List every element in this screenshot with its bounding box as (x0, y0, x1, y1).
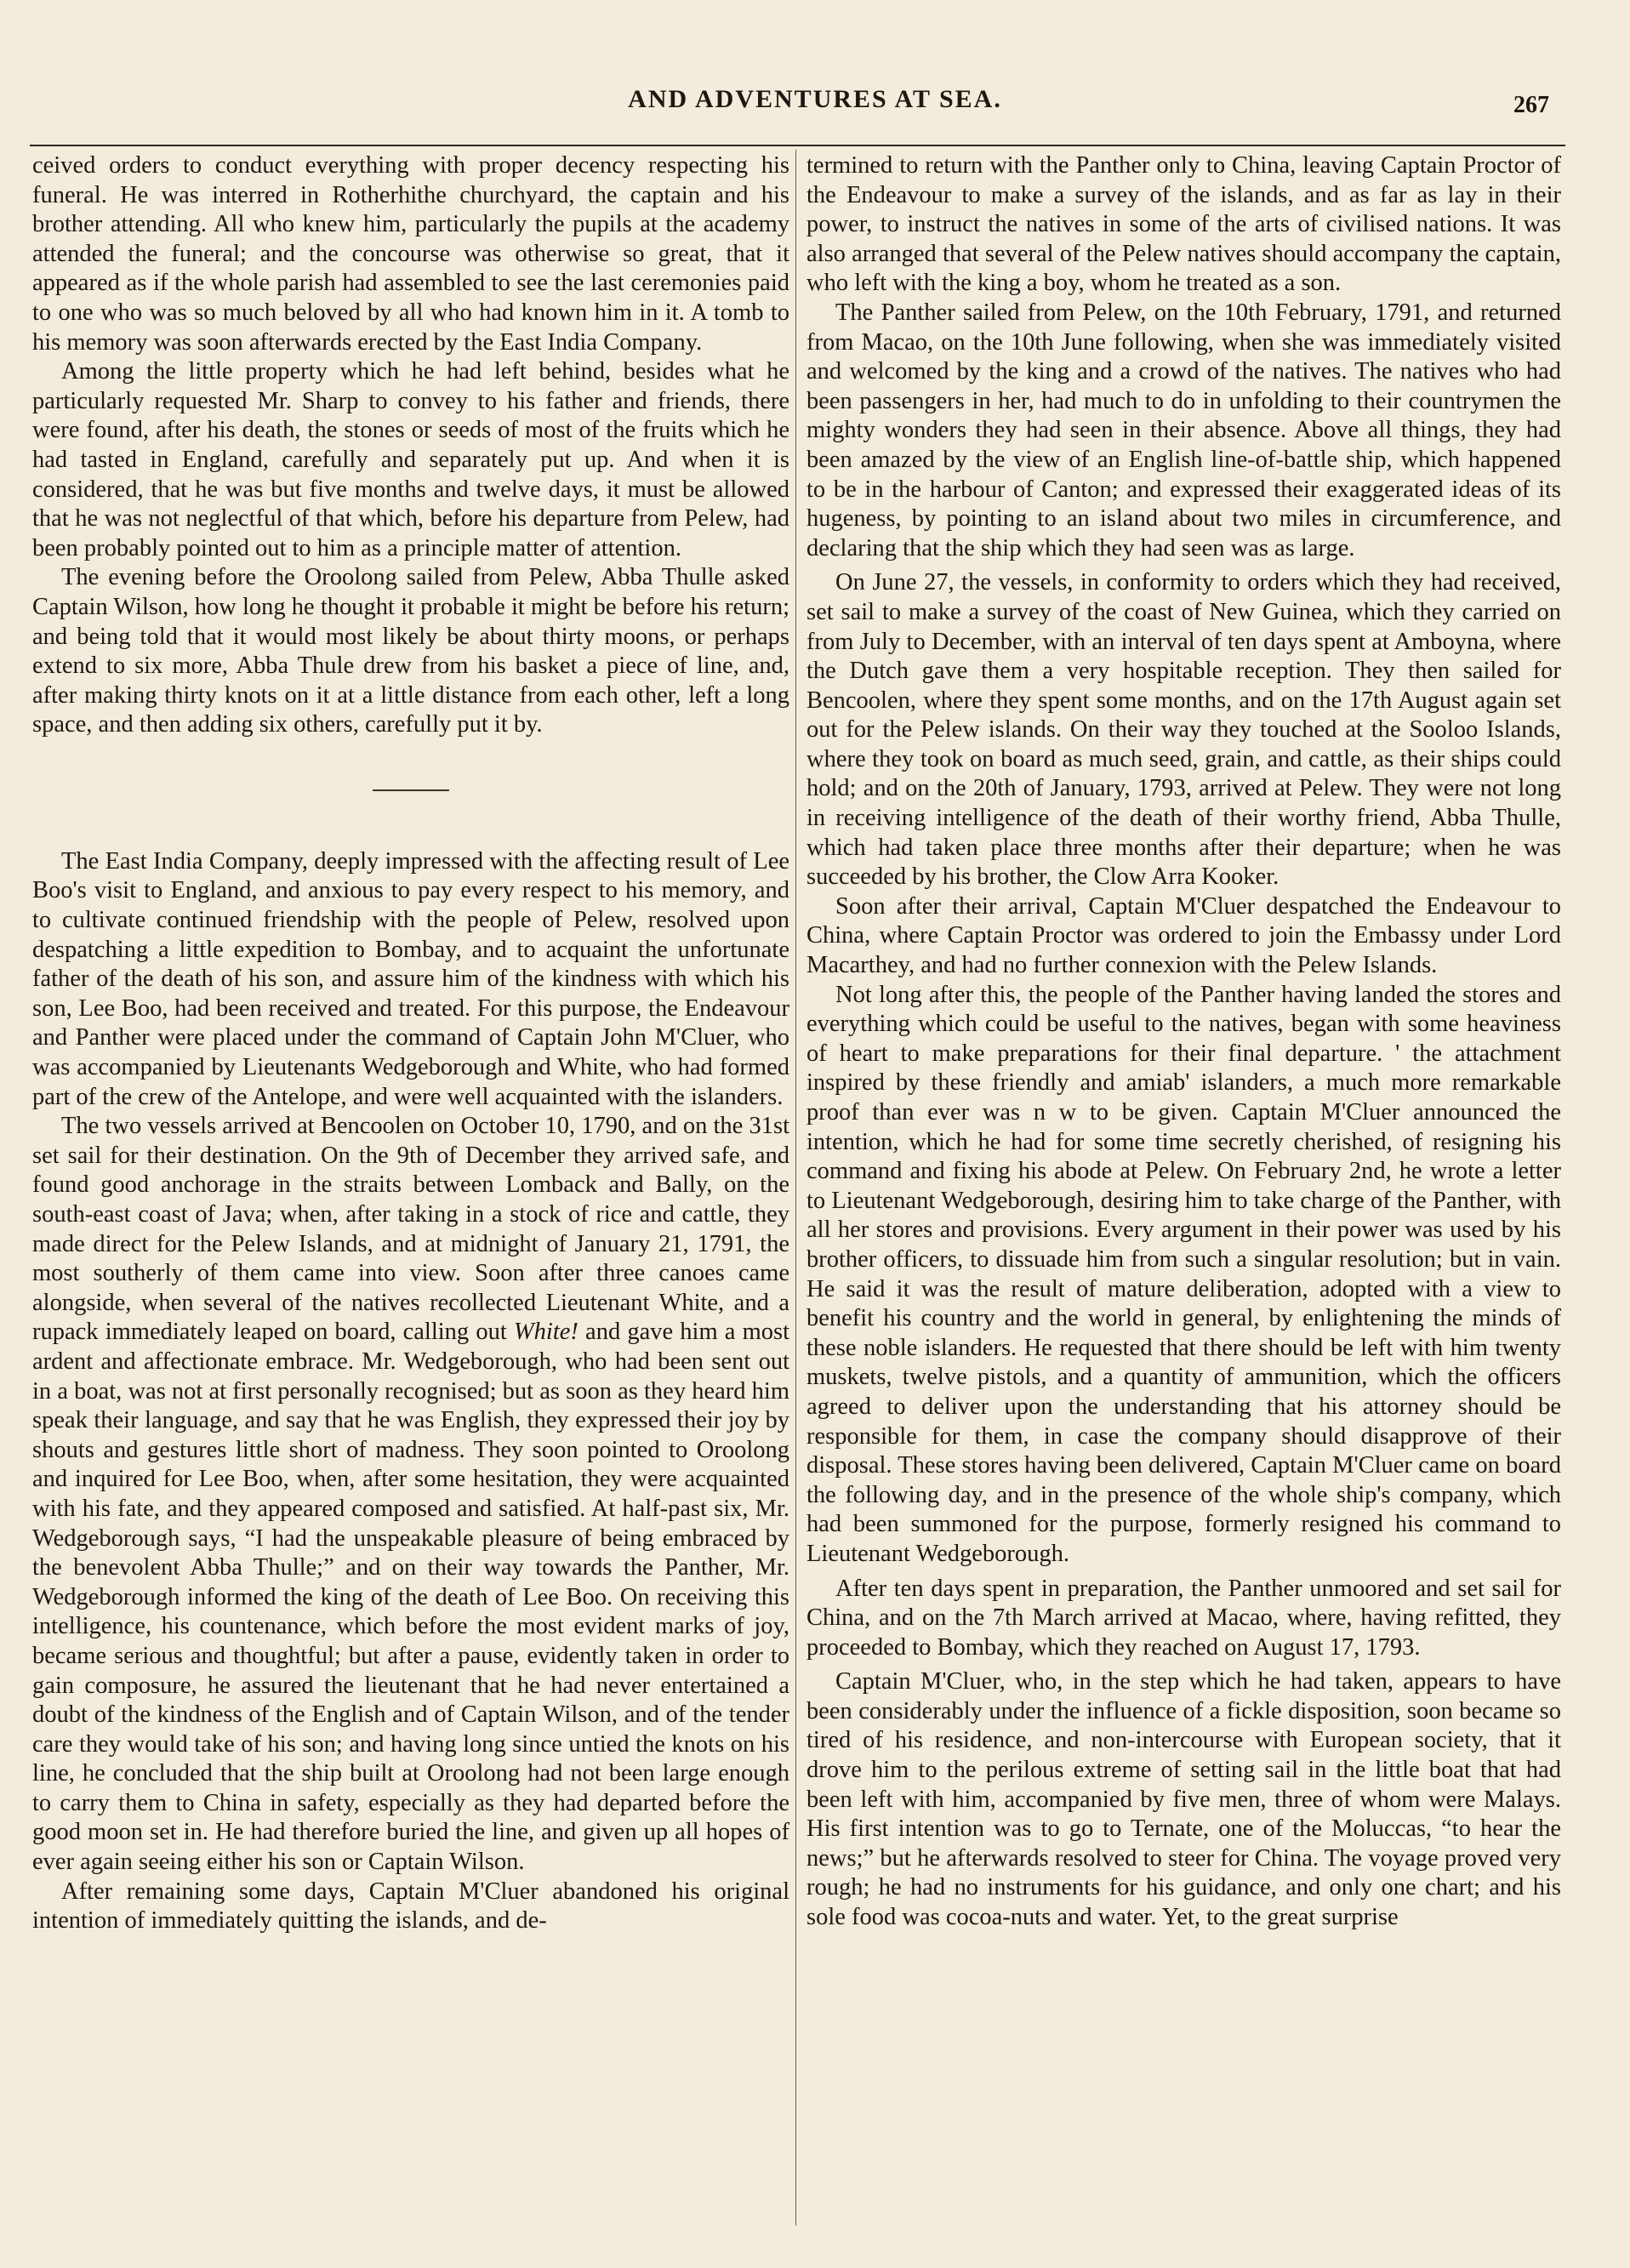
arrival-text-end: and gave him a most ardent and affectionate embrace. Mr. Wedgeborough, who had been sent out in a boat, was not at first personally recognised; but as soon as they heard him speak their language, and say that he was English, they expressed their joy by shouts and gestures little short of madness. They soon pointed to Oroolong and inquired for Lee Boo, when, after some hesitation, they were acquainted with his fate, and they appeared composed and satisfied. At half-past six, Mr. Wedgeborough says, “I had the unspeakable pleasure of being embraced by the benevolent Abba Thulle;” and on their way towards the Panther, Mr. Wedgeborough informed the king of the death of Lee Boo. On receiving this intelligence, his countenance, which before the most evident marks of joy, became serious and thoughtful; but after a pause, evidently taken in order to gain composure, he assured the lieutenant that he had never entertained a doubt of the kindness of the English and of Captain Wilson, and of the tender care they would take of his son; and having long since untied the knots on his line, he concluded that the ship built at Oroolong had not been large enough to carry them to China in safety, especially as they had departed before the good moon set in. He had therefore buried the line, and given up all hopes of ever again seeing either his son or Captain Wilson. (32, 1319, 790, 1876)
paragraph-panther-to-bombay: After ten days spent in preparation, the Panther unmoored and set sail for China, and on the 7th March arrived at Macao, where, having refitted, they proceeded to Bombay, which they reached on August 17, 1793. (806, 1575, 1561, 1661)
paragraph-endeavour-despatched: Soon after their arrival, Captain M'Cluer despatched the Endeavour to China, where Captain Proctor was ordered to join the Embassy under Lord Macarthey, and had no further connexion with the Pelew Islands. (806, 892, 1561, 979)
left-column (32, 151, 789, 1936)
paragraph-remaining-days: After remaining some days, Captain M'Cluer abandoned his original intention of immediately quitting the islands, and de- (32, 1878, 789, 1935)
right-column (806, 151, 1561, 1933)
paragraph-arrival-pelew (32, 1112, 789, 1877)
page-number: 267 (1513, 92, 1549, 118)
running-title: AND ADVENTURES AT SEA. (628, 85, 1002, 113)
paragraph-funeral: ceived orders to conduct everything with proper decency respecting his funeral. He was interred in Rotherhithe churchyard, the captain and his brother attending. All who knew him, particularly the pupils at the academy attended the funeral; and the concourse was otherwise so great, that it appeared as if the whole parish had assembled to see the last ceremonies paid to one who was so much beloved by all who had known him in it. A tomb to his memory was soon afterwards erected by the East India Company. (32, 152, 789, 356)
exclamation-white: White! (513, 1319, 578, 1346)
paragraph-mcluer-voyage: Captain M'Cluer, who, in the step which he had taken, appears to have been considerably under the influence of a fickle disposition, soon became so tired of his residence, and non-intercourse with European society, that it drove him to the perilous extreme of setting sail in the little boat that had been left with him, accompanied by five men, three of whom were Malays. His first intention was to go to Ternate, one of the Moluccas, “to hear the news;” but he afterwards resolved to steer for China. The voyage proved very rough; he had no instruments for his guidance, and only one chart; and his sole food was cocoa-nuts and water. Yet, to the great surprise (806, 1668, 1561, 1931)
paragraph-knotted-line: The evening before the Oroolong sailed from Pelew, Abba Thulle asked Captain Wilson, how long he thought it probable it might be before his return; and being told that it would most likely be about thirty moons, or perhaps extend to six more, Abba Thule drew from his basket a piece of line, and, after making thirty knots on it at a little distance from each other, left a long space, and then adding six others, carefully put it by. (32, 564, 789, 738)
arrival-text-start: The two vessels arrived at Bencoolen on October 10, 1790, and on the 31st set sail for their destination. On the 9th of December they arrived safe, and found good anchorage in the straits between Lomback and Bally, on the south-east coast of Java; when, after taking in a stock of rice and cattle, they made direct for the Pelew Islands, and at midnight of January 21, 1791, the most southerly of them came into view. Soon after three canoes came alongside, when several of the natives recollected Lieutenant White, and a rupack immediately leaped on board, calling out (32, 1113, 789, 1346)
running-head (0, 82, 1630, 116)
section-break-rule (373, 789, 449, 791)
paragraph-property: Among the little property which he had left behind, besides what he particularly requested Mr. Sharp to convey to his father and friends, there were found, after his death, the stones or seeds of most of the fruits which he had tasted in England, carefully and separately put up. And when it is considered, that he was but five months and twelve days, it must be allowed that he was not neglectful of that which, before his departure from Pelew, had been probably pointed out to him as a principle matter of attention. (32, 358, 789, 561)
header-rule (30, 145, 1565, 146)
paragraph-new-guinea-survey: On June 27, the vessels, in conformity to orders which they had received, set sail to make a survey of the coast of New Guinea, which they carried on from July to December, with an interval of ten days spent at Amboyna, where the Dutch gave them a very hospitable reception. They then sailed for Bencoolen, where they spent some months, and on the 17th August again set out for the Pelew islands. On their way they touched at the Sooloo Islands, where they took on board as much seed, grain, and cattle, as their ships could hold; and on the 20th of January, 1793, arrived at Pelew. They were not long in receiving intelligence of the death of their worthy friend, Abba Thulle, which had taken place three months after their departure; when he was succeeded by his brother, the Clow Arra Kooker. (806, 569, 1561, 891)
paragraph-mcluer-resigns: Not long after this, the people of the Panther having landed the stores and everything which could be useful to the natives, began with some heaviness of heart to make preparations for their final departure. ' the attachment inspired by these friendly and amiab' islanders, a much more remarkable proof than ever was n w to be given. Captain M'Cluer announced the intention, which he had for some time secretly cherished, of resigning his command and fixing his abode at Pelew. On February 2nd, he wrote a letter to Lieutenant Wedgeborough, desiring him to take charge of the Panther, with all her stores and provisions. Every argument in their power was used by his brother officers, to dissuade him from such a singular resolution; but in vain. He said it was the result of mature deliberation, adopted with a view to benefit his country and the world in general, by enlightening the minds of these noble islanders. He requested that there should be left with him twenty muskets, twelve pistols, and a quantity of ammunition, which the officers agreed to deliver upon the understanding that his attorney should be responsible for them, in case the company should disapprove of their disposal. These stores having been delivered, Captain M'Cluer came on board the following day, and in the presence of the whole ship's company, which had been summoned for the purpose, formerly resigned his command to Lieutenant Wedgeborough. (806, 981, 1561, 1567)
paragraph-expedition: The East India Company, deeply impressed with the affecting result of Lee Boo's visit to England, and anxious to pay every respect to his memory, and to cultivate continued friendship with the people of Pelew, resolved upon despatching a little expedition to Bombay, and to acquaint the unfortunate father of the death of his son, and assure him of the kindness with which his son, Lee Boo, had been received and treated. For this purpose, the Endeavour and Panther were placed under the command of Captain John M'Cluer, who was accompanied by Lieutenants Wedgeborough and White, who had formed part of the crew of the Antelope, and were well acquainted with the islanders. (32, 847, 789, 1110)
paragraph-return-china: termined to return with the Panther only to China, leaving Captain Proctor of the Endeavour to make a survey of the islands, and as far as lay in their power, to instruct the natives in some of the arts of civilised nations. It was also arranged that several of the Pelew natives should accompany the captain, who left with the king a boy, whom he treated as a son. (806, 152, 1561, 297)
paragraph-panther-sailed: The Panther sailed from Pelew, on the 10th February, 1791, and returned from Macao, on the 10th June following, when she was immediately visited and welcomed by the king and a crowd of the natives. The natives who had been passengers in her, had much to do in unfolding to their countrymen the mighty wonders they had seen in their absence. Above all things, they had been amazed by the view of an English line-of-battle ship, which happened to be in the harbour of Canton; and expressed their exaggerated ideas of its hugeness, by pointing to an island about two miles in circumference, and declaring that the ship which they had seen was as large. (806, 299, 1561, 561)
column-divider (795, 150, 796, 2225)
